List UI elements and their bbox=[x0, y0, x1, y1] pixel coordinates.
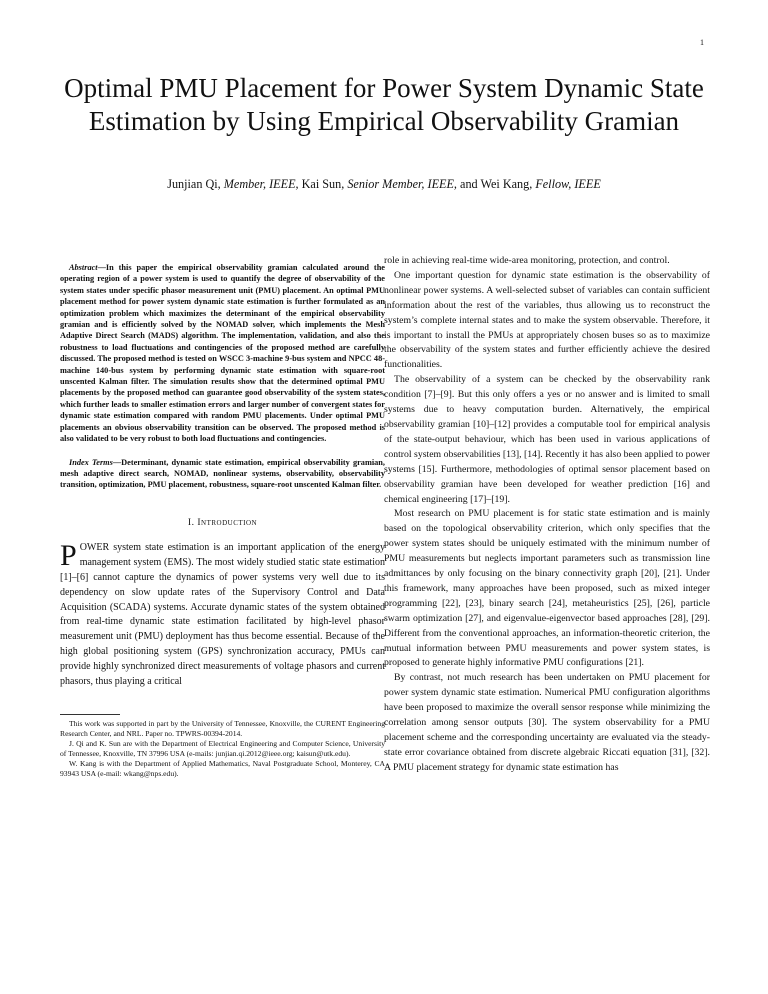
footnote-funding: This work was supported in part by the University of Tennessee, Knoxville, the CURENT Engineering Research Center, and NRL. Paper no. TPWRS-00394-2014. bbox=[60, 718, 385, 739]
intro-first-word: OWER bbox=[79, 541, 110, 553]
footnote-affiliation-1: J. Qi and K. Sun are with the Department of Electrical Engineering and Computer Science, University of Tennessee, Knoxville, TN 37996 USA (e-mails: junjian.qi.2012@ieee.org; kaisun@utk.edu). bbox=[60, 739, 385, 759]
index-terms bbox=[60, 457, 385, 491]
author-2-name: Kai Sun, bbox=[298, 177, 348, 191]
section-heading-introduction: I. Introduction bbox=[187, 516, 258, 528]
intro-paragraph bbox=[60, 538, 385, 690]
footnote-affiliation-2: W. Kang is with the Department of Applied Mathematics, Naval Postgraduate School, Monterey, CA 93943 USA (e-mail: wkang@nps.edu). bbox=[60, 759, 385, 779]
abstract-text: —In this paper the empirical observability gramian calculated around the operating region of a power system is used to quantify the degree of observability of the system states under specific phasor measurement unit (PMU) placement. An optimal PMU placement method for power system dynamic state estimation is further formulated as an optimization problem which maximizes the determinant of the empirical observability gramian and is efficiently solved by the NOMAD solver, which implements the Mesh Adaptive Direct Search (MADS) algorithm. The implementation, validation, and also the robustness to load fluctuations and contingencies of the proposed method are carefully discussed. The proposed method is tested on WSCC 3-machine 9-bus system and NPCC 48-machine 140-bus system by performing dynamic state estimation with square-root unscented Kalman filter. The simulation results show that the determined optimal PMU placements by the proposed method can guarantee good observability of the system states, which further leads to smaller estimation errors and larger number of convergent states for dynamic state estimation compared with random PMU placements. Under optimal PMU placements an obvious observability transition can be observed. The proposed method is also validated to be very robust to both load fluctuations and contingencies. bbox=[60, 263, 385, 444]
author-1-name: Junjian Qi, bbox=[167, 177, 224, 191]
abstract-lead: Abstract bbox=[69, 263, 98, 272]
abstract bbox=[60, 262, 385, 445]
drop-cap: P bbox=[60, 538, 77, 572]
body-paragraph: By contrast, not much research has been undertaken on PMU placement for power system dynamic state estimation. Numerical PMU configuration algorithms have been proposed to maximize the overall sensor response while minimizing the correlation among sensor outputs [30]. The system observability for a PMU placement scheme and the corresponding uncertainty are evaluated via the steady-state error covariance obtained from discrete algebraic Riccati equation [31], [32]. A PMU placement strategy for dynamic state estimation has bbox=[384, 672, 710, 773]
author-3-name: and Wei Kang, bbox=[456, 177, 536, 191]
author-3-role: Fellow, IEEE bbox=[535, 177, 601, 191]
footnote-divider bbox=[60, 714, 120, 715]
body-paragraph: One important question for dynamic state estimation is the observability of nonlinear power systems. A well-selected subset of variables can contain sufficient information about the rest of the variables, thus allowing us to reconstruct the system’s complete internal states and to make the system observable. Therefore, it is important to install the PMUs at appropriately chosen buses so as to maximize the observability of the system states and further efficiently achieve the desired functionalities. bbox=[384, 269, 710, 371]
body-paragraph: Most research on PMU placement is for static state estimation and is mainly based on the topological observability criterion, which only specifies that the power system states should be uniquely estimated with the minimum number of PMU measurements but neglects important parameters such as transmission line admittances by only focusing on the binary connectivity graph [20], [21]. Under this framework, many approaches have been proposed, such as mixed integer programming [22], [23], binary search [24], metaheuristics [25], [26], particle swarm optimization [27], and eigenvalue-eigenvector based approaches [28], [29]. Different from the conventional approaches, an information-theoretic criterion, the mutual information between PMU measurements and power system states, is proposed to generate highly informative PMU configurations [21]. bbox=[384, 508, 710, 669]
body-paragraph: The observability of a system can be checked by the observability rank condition [7]–[9]. But this only offers a yes or no answer and is limited to small systems due to heavy computation burden. Alternatively, the empirical observability gramian [10]–[12] provides a computable tool for empirical analysis of the state-output behaviour, which has been used in various applications of control system observabilities [13], [14]. Recently it has also been applied to power systems [15]. Furthermore, methodologies of optimal sensor placement based on observability gramian have been developed for weather prediction [16] and chemical engineering [17]–[19]. bbox=[384, 374, 711, 505]
intro-text: system state estimation is an important application of the energy management system (EMS). The most widely studied static state estimation [1]–[6] cannot capture the dynamics of power systems very well due to its dependency on slow update rates of the Supervisory Control and Data Acquisition (SCADA) systems. Accurate dynamic states of the system obtained from real-time dynamic state estimation facilitated by high-level phasor measurement unit (PMU) deployment has thus become essential. Because of the high global positioning system (GPS) synchronization accuracy, PMUs can provide highly synchronized direct measurements of voltage phasors and current phasors, thus playing a critical bbox=[60, 541, 385, 688]
right-column bbox=[384, 254, 710, 776]
author-1-role: Member, IEEE, bbox=[223, 177, 299, 191]
author-line bbox=[40, 177, 728, 192]
left-column bbox=[60, 262, 385, 780]
body-paragraph: role in achieving real-time wide-area monitoring, protection, and control. bbox=[384, 255, 670, 266]
paper-title: Optimal PMU Placement for Power System Dynamic State Estimation by Using Empirical Observability Gramian bbox=[64, 73, 704, 136]
page-number: 1 bbox=[700, 38, 704, 47]
index-terms-text: —Determinant, dynamic state estimation, empirical observability gramian, mesh adaptive direct search, NOMAD, nonlinear systems, observability, observability transition, optimization, PMU placement, robustness, square-root unscented Kalman filter. bbox=[60, 457, 385, 490]
index-terms-lead: Index Terms bbox=[69, 457, 113, 467]
author-2-role: Senior Member, IEEE, bbox=[347, 177, 457, 191]
